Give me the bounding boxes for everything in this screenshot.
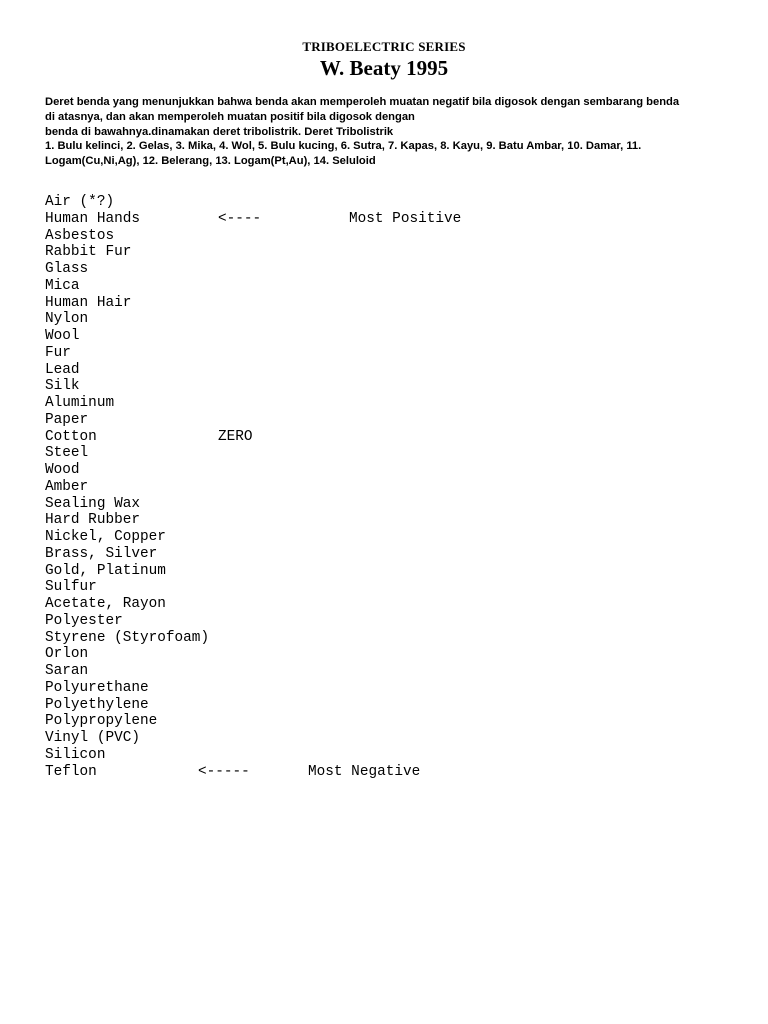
series-item [45,211,745,228]
most-negative-label: Most Negative [308,763,421,780]
series-item [45,713,745,730]
series-item-label: Cotton [45,428,97,445]
series-item-label: Human Hands [45,210,140,227]
series-item [45,194,745,211]
series-item [45,546,745,563]
series-item [45,512,745,529]
series-item [45,563,745,580]
series-item [45,228,745,245]
series-item [45,764,745,781]
series-item [45,730,745,747]
series-item-label: Wool [45,328,80,344]
series-item-label: Acetate, Rayon [45,596,166,612]
most-positive-label: Most Positive [349,210,462,227]
series-item [45,345,745,362]
series-item [45,244,745,261]
series-item-label: Wood [45,462,80,478]
series-item [45,663,745,680]
series-item [45,747,745,764]
series-item [45,697,745,714]
series-item [45,496,745,513]
series-item-label: Glass [45,261,89,277]
intro-line: Logam(Cu,Ni,Ag), 12. Belerang, 13. Logam(Pt,Au), 14. Seluloid [45,155,376,168]
negative-arrow: <----- [198,763,250,780]
series-item-label: Silk [45,378,80,395]
series-item [45,328,745,345]
series-item [45,278,745,295]
series-item-label: Orlon [45,646,89,663]
intro-line: benda di bawahnya.dinamakan deret tribolistrik. Deret Tribolistrik [45,125,394,138]
series-item [45,311,745,328]
series-item-label: Rabbit Fur [45,244,132,261]
series-item [45,362,745,379]
series-item [45,412,745,429]
series-item-label: Teflon [45,763,97,780]
series-item-label: Amber [45,478,89,495]
series-item [45,613,745,630]
series-item-label: Hard Rubber [45,512,140,529]
series-item-label: Asbestos [45,227,115,244]
zero-label: ZERO [218,428,253,445]
series-item [45,479,745,496]
positive-arrow: <---- [218,210,262,227]
series-item [45,395,745,412]
series-item-label: Polyethylene [45,696,149,713]
series-item [45,445,745,462]
series-item-label: Aluminum [45,395,115,411]
series-item-label: Mica [45,277,80,294]
document-title: TRIBOELECTRIC SERIES [302,39,466,54]
document-subtitle: W. Beaty 1995 [319,56,449,80]
series-item-label: Nickel, Copper [45,529,166,545]
series-item [45,261,745,278]
intro-line: di atasnya, dan akan memperoleh muatan positif bila digosok dengan [45,110,415,123]
series-item [45,295,745,312]
series-item-label: Air (*?) [45,194,115,210]
series-item [45,596,745,613]
series-item [45,529,745,546]
intro-paragraph [45,95,735,169]
intro-line: 1. Bulu kelinci, 2. Gelas, 3. Mika, 4. Wol, 5. Bulu kucing, 6. Sutra, 7. Kapas, 8. Kayu, 9. Batu Ambar, 10. Damar, 11. [45,140,642,153]
series-item-label: Sealing Wax [45,495,140,512]
series-item [45,579,745,596]
series-item-label: Lead [45,361,80,378]
series-item-label: Sulfur [45,579,97,596]
series-item [45,646,745,663]
series-item-label: Steel [45,445,89,462]
series-item-label: Polyurethane [45,679,149,696]
series-item-label: Human Hair [45,294,132,311]
series-item [45,462,745,479]
series-item [45,378,745,395]
series-item-label: Brass, Silver [45,545,158,562]
series-item-label: Gold, Platinum [45,562,166,579]
series-item-label: Styrene (Styrofoam) [45,629,210,646]
series-item-label: Saran [45,663,89,679]
series-item [45,429,745,446]
series-item-label: Fur [45,344,71,361]
intro-line: Deret benda yang menunjukkan bahwa benda akan memperoleh muatan negatif bila digosok dengan sembarang benda [45,96,680,108]
series-item-label: Vinyl (PVC) [45,730,140,746]
series-item-label: Silicon [45,746,106,763]
series-item-label: Paper [45,411,89,428]
triboelectric-series-list [45,194,745,780]
series-item-label: Polypropylene [45,713,158,730]
series-item-label: Polyester [45,612,123,629]
series-item [45,630,745,647]
series-item [45,680,745,697]
series-item-label: Nylon [45,311,89,328]
